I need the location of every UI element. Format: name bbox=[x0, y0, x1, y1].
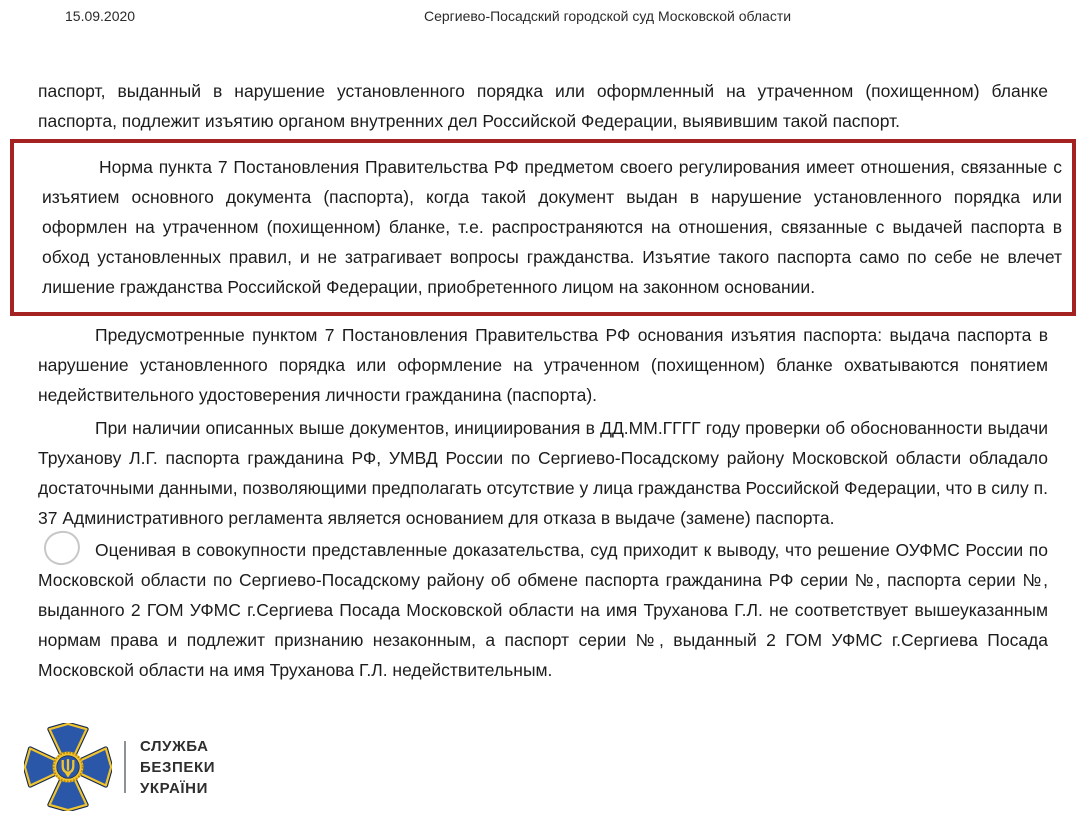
paragraph-with-mark bbox=[0, 535, 1080, 685]
logo-text bbox=[140, 736, 215, 799]
logo-text-line-1: СЛУЖБА bbox=[140, 737, 209, 755]
logo-text-line-3: УКРАЇНИ bbox=[140, 779, 208, 797]
paragraph: При наличии описанных выше документов, инициирования в ДД.ММ.ГГГГ году проверки об обоснованности выдачи Труханову Л.Г. паспорта гражданина РФ, УМВД России по Сергиево-Посадскому району Московской области обладало достаточными данными, позволяющими предполагать отсутствие у лица гражданства Российской Федерации, что в силу п. 37 Административного регламента является основанием для отказа в выдаче (замене) паспорта. bbox=[38, 418, 1048, 528]
document-body bbox=[0, 76, 1080, 685]
highlight-box bbox=[10, 139, 1076, 316]
sbu-logo bbox=[24, 723, 215, 811]
paragraph-highlighted: Норма пункта 7 Постановления Правительства РФ предметом своего регулирования имеет отношения, связанные с изъятием основного документа (паспорта), когда такой документ выдан в нарушение установленного порядка или оформлен на утраченном (похищенном) бланке, т.е. распространяются на отношения, связанные с выдачей паспорта в обход установленных правил, и не затрагивает вопросы гражданства. Изъятие такого паспорта само по себе не влечет лишение гражданства Российской Федерации, приобретенного лицом на законном основании. bbox=[42, 157, 1062, 297]
sbu-emblem-icon bbox=[24, 723, 112, 811]
logo-text-line-2: БЕЗПЕКИ bbox=[140, 758, 216, 776]
paragraph-continuation: паспорт, выданный в нарушение установленного порядка или оформленный на утраченном (похищенном) бланке паспорта, подлежит изъятию органом внутренних дел Российской Федерации, выявившим такой паспорт. bbox=[38, 81, 1048, 131]
paragraph: Предусмотренные пунктом 7 Постановления Правительства РФ основания изъятия паспорта: выдача паспорта в нарушение установленного порядка или оформление на утраченном (похищенном) бланке охватываются понятием недействительного удостоверения личности гражданина (паспорта). bbox=[38, 325, 1048, 405]
header-court-title: Сергиево-Посадский городской суд Московской области bbox=[424, 8, 792, 24]
paragraph: Оценивая в совокупности представленные доказательства, суд приходит к выводу, что решение ОУФМС России по Московской области по Сергиево-Посадскому району об обмене паспорта гражданина РФ серии №, паспорта серии №, выданного 2 ГОМ УФМС г.Сергиева Посада Московской области на имя Труханова Г.Л. не соответствует вышеуказанным нормам права и подлежит признанию незаконным, а паспорт серии №, выданный 2 ГОМ УФМС г.Сергиева Посада Московской области на имя Труханова Г.Л. недействительным. bbox=[38, 540, 1048, 680]
header-date: 15.09.2020 bbox=[65, 8, 136, 24]
logo-divider bbox=[124, 741, 126, 793]
